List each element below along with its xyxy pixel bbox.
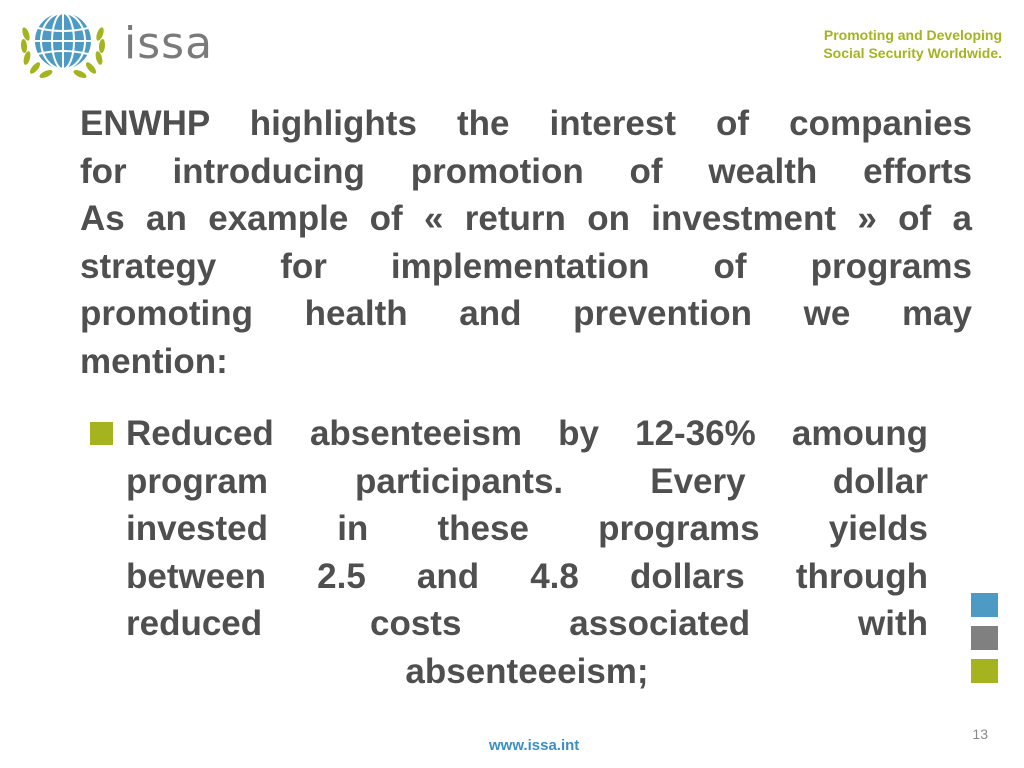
intro-line: ENWHP highlights the interest of companies	[80, 104, 972, 143]
tagline-line-1: Promoting and Developing	[823, 27, 1002, 43]
bullet-line: invested in these programs yields	[126, 509, 928, 548]
bullet-line: reduced costs associated with	[126, 604, 928, 643]
intro-paragraph	[80, 100, 972, 385]
bullet-line: Reduced absenteeism by 12-36% amoung	[126, 414, 928, 453]
bullet-text	[126, 410, 928, 695]
gray-square-icon	[971, 626, 998, 650]
footer-url-link[interactable]: www.issa.int	[489, 737, 580, 754]
intro-line: for introducing promotion of wealth efforts	[80, 151, 972, 191]
tagline-line-2: Social Security Worldwide.	[823, 45, 1002, 61]
bullet-line: program participants. Every dollar	[126, 461, 928, 501]
page-number: 13	[972, 726, 988, 742]
bullet-line: between 2.5 and 4.8 dollars through	[126, 556, 928, 596]
decorative-squares	[971, 593, 998, 692]
bullet-square-icon	[90, 422, 113, 445]
intro-line: strategy for implementation of programs	[80, 246, 972, 286]
bullet-line: absenteeeism;	[405, 651, 649, 691]
intro-line: As an example of « return on investment » of a	[80, 199, 972, 238]
blue-square-icon	[971, 593, 998, 617]
green-square-icon	[971, 659, 998, 683]
tagline	[823, 26, 1002, 62]
logo-wordmark: issa	[124, 18, 214, 69]
intro-line: mention:	[80, 341, 228, 381]
bullet-item	[90, 410, 928, 695]
issa-logo	[16, 4, 216, 84]
intro-line: promoting health and prevention we may	[80, 294, 972, 333]
